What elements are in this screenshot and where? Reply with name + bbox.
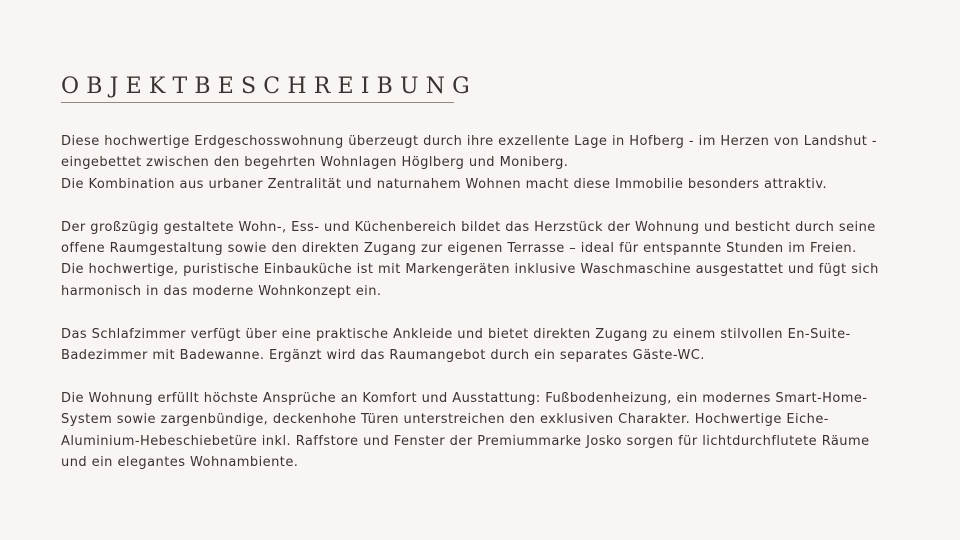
paragraph-location xyxy=(61,131,921,195)
text-line: Das Schlafzimmer verfügt über eine praktische Ankleide und bietet direkten Zugang zu einem stilvollen En-Suite- xyxy=(61,326,851,342)
text-line: Aluminium-Hebeschiebetüre inkl. Raffstore und Fenster der Premiummarke Josko sorgen für lichtdurchflutete Räume xyxy=(61,433,870,449)
text-line: System sowie zargenbündige, deckenhohe Türen unterstreichen den exklusiven Charakter. Hochwertige Eiche- xyxy=(61,412,829,428)
text-line: harmonisch in das moderne Wohnkonzept ein. xyxy=(61,283,382,299)
paragraph-bedroom xyxy=(61,324,921,367)
text-line: Die hochwertige, puristische Einbauküche ist mit Markengeräten inklusive Waschmaschine ausgestattet und fügt sich xyxy=(61,262,879,278)
title-underline xyxy=(61,102,454,103)
text-line: offene Raumgestaltung sowie den direkten Zugang zur eigenen Terrasse – ideal für entspannte Stunden im Freien. xyxy=(61,241,857,257)
paragraph-living-area xyxy=(61,217,921,303)
text-line: Der großzügig gestaltete Wohn-, Ess- und Küchenbereich bildet das Herzstück der Wohnung und besticht durch seine xyxy=(61,219,876,235)
text-line: Die Kombination aus urbaner Zentralität und naturnahem Wohnen macht diese Immobilie besonders attraktiv. xyxy=(61,176,828,192)
text-line: Badezimmer mit Badewanne. Ergänzt wird das Raumangebot durch ein separates Gäste-WC. xyxy=(61,348,705,364)
page-title: OBJEKTBESCHREIBUNG xyxy=(61,74,477,99)
paragraph-features xyxy=(61,388,921,474)
text-line: und ein elegantes Wohnambiente. xyxy=(61,455,299,471)
text-line: Diese hochwertige Erdgeschosswohnung überzeugt durch ihre exzellente Lage in Hofberg - im Herzen von Landshut - xyxy=(61,134,878,149)
text-line: Die Wohnung erfüllt höchste Ansprüche an Komfort und Ausstattung: Fußbodenheizung, ein modernes Smart-Home- xyxy=(61,390,868,406)
description-body xyxy=(61,131,921,495)
text-line: eingebettet zwischen den begehrten Wohnlagen Höglberg und Moniberg. xyxy=(61,155,569,171)
